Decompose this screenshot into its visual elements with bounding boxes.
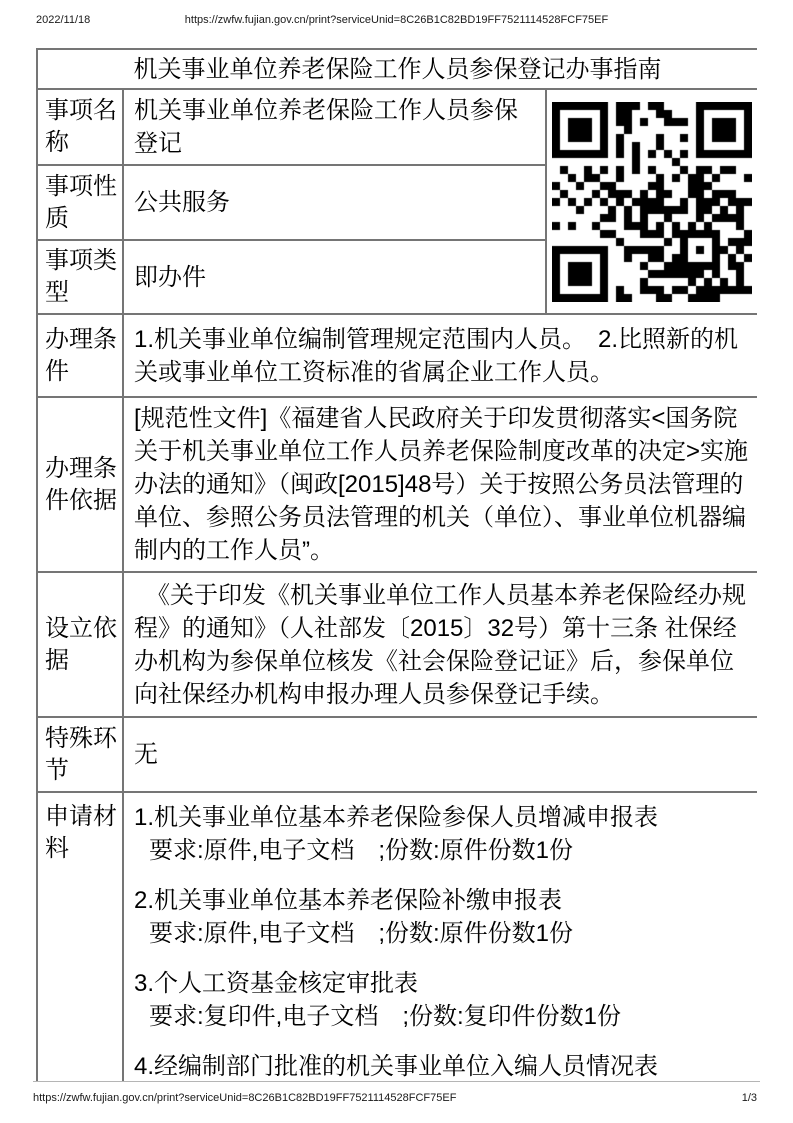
material-item bbox=[134, 884, 751, 950]
row-value-conditions: 1.机关事业单位编制管理规定范围内人员。 2.比照新的机关或事业单位工资标准的省属企业工作人员。 bbox=[123, 314, 757, 397]
row-label-application-materials: 申请材料 bbox=[37, 792, 123, 1082]
print-source-url: https://zwfw.fujian.gov.cn/print?serviceUnid=8C26B1C82BD19FF7521114528FCF75EF bbox=[184, 14, 609, 26]
material-requirement: 要求:原件,电子文档 ;份数:原件份数1份 bbox=[149, 837, 574, 864]
qr-cell bbox=[546, 89, 757, 314]
table-row bbox=[37, 397, 757, 572]
table-row bbox=[37, 572, 757, 717]
row-value-application-materials bbox=[123, 792, 757, 1082]
row-value-special-steps: 无 bbox=[123, 717, 757, 792]
row-value-item-name: 机关事业单位养老保险工作人员参保登记 bbox=[123, 89, 546, 165]
page-break-line bbox=[33, 1081, 760, 1082]
material-name: 2.机关事业单位基本养老保险补缴申报表 bbox=[134, 887, 563, 914]
material-item bbox=[134, 967, 751, 1033]
material-requirement: 要求:原件,电子文档 ;份数:原件份数1份 bbox=[149, 920, 574, 947]
row-label-establishment-basis: 设立依据 bbox=[37, 572, 123, 717]
row-label-conditions: 办理条件 bbox=[37, 314, 123, 397]
print-header bbox=[36, 14, 757, 28]
qr-code-icon bbox=[552, 102, 752, 302]
row-label-special-steps: 特殊环节 bbox=[37, 717, 123, 792]
row-value-establishment-basis: 《关于印发《机关事业单位工作人员基本养老保险经办规程》的通知》（人社部发〔2015〕32号）第十三条 社保经办机构为参保单位核发《社会保险登记证》后，参保单位向社保经办机构申报办理人员参保登记手续。 bbox=[123, 572, 757, 717]
row-value-item-nature: 公共服务 bbox=[123, 165, 546, 240]
row-value-item-type: 即办件 bbox=[123, 240, 546, 314]
material-name: 3.个人工资基金核定审批表 bbox=[134, 970, 419, 997]
material-item bbox=[134, 1050, 751, 1082]
row-label-item-name: 事项名称 bbox=[37, 89, 123, 165]
row-label-item-nature: 事项性质 bbox=[37, 165, 123, 240]
row-value-condition-basis: [规范性文件]《福建省人民政府关于印发贯彻落实<国务院关于机关事业单位工作人员养老保险制度改革的决定>实施办法的通知》（闽政[2015]48号）关于按照公务员法管理的单位、参照公务员法管理的机关（单位）、事业单位机器编制内的工作人员”。 bbox=[123, 397, 757, 572]
title-row bbox=[37, 49, 757, 89]
table-row bbox=[37, 89, 757, 165]
row-label-item-type: 事项类型 bbox=[37, 240, 123, 314]
row-label-condition-basis: 办理条件依据 bbox=[37, 397, 123, 572]
page-number: 1/3 bbox=[741, 1092, 757, 1104]
guide-table-container bbox=[36, 48, 757, 1082]
footer-source-url: https://zwfw.fujian.gov.cn/print?serviceUnid=8C26B1C82BD19FF7521114528FCF75EF bbox=[33, 1092, 457, 1104]
material-requirement: 要求:复印件,电子文档 ;份数:复印件份数1份 bbox=[149, 1003, 622, 1030]
material-name: 1.机关事业单位基本养老保险参保人员增减申报表 bbox=[134, 804, 659, 831]
table-row bbox=[37, 717, 757, 792]
service-guide-table bbox=[36, 48, 757, 1082]
print-date: 2022/11/18 bbox=[36, 14, 91, 26]
material-name: 4.经编制部门批准的机关事业单位入编人员情况表 bbox=[134, 1053, 659, 1080]
guide-title: 机关事业单位养老保险工作人员参保登记办事指南 bbox=[37, 49, 757, 89]
table-row bbox=[37, 792, 757, 1082]
material-item bbox=[134, 801, 751, 867]
table-row bbox=[37, 314, 757, 397]
